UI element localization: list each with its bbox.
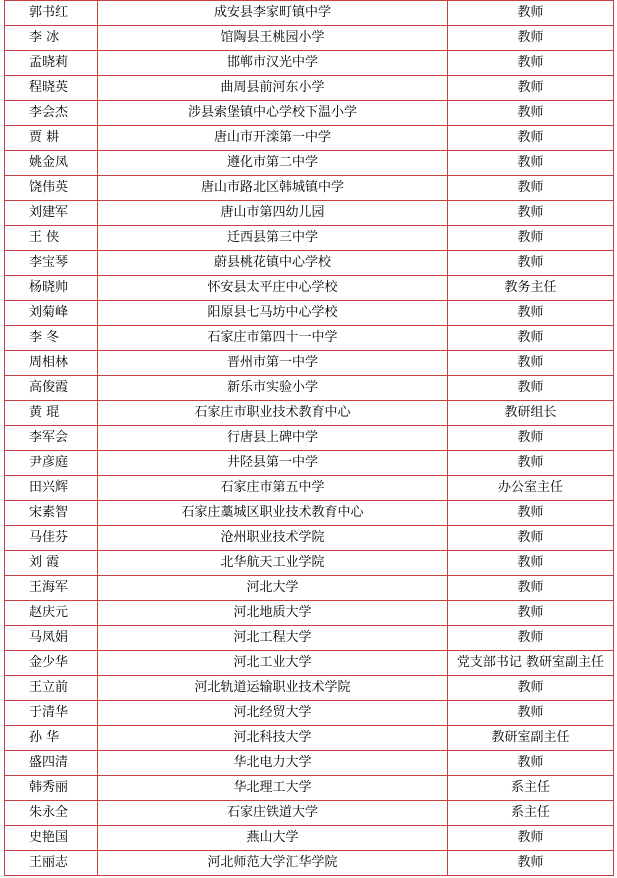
position-cell: 教师	[448, 201, 614, 226]
organization-cell: 馆陶县王桃园小学	[98, 26, 448, 51]
name-cell: 金少华	[5, 651, 98, 676]
organization-cell: 河北科技大学	[98, 726, 448, 751]
table-row	[5, 576, 614, 601]
table-row	[5, 51, 614, 76]
organization-cell: 唐山市第四幼儿园	[98, 201, 448, 226]
organization-cell: 河北师范大学汇华学院	[98, 851, 448, 876]
table-row	[5, 151, 614, 176]
table-row	[5, 426, 614, 451]
table-row	[5, 226, 614, 251]
organization-cell: 石家庄市第五中学	[98, 476, 448, 501]
organization-cell: 唐山市开滦第一中学	[98, 126, 448, 151]
position-cell: 教师	[448, 701, 614, 726]
table-row	[5, 776, 614, 801]
name-cell: 杨晓帅	[5, 276, 98, 301]
position-cell: 教师	[448, 551, 614, 576]
name-cell: 郭书红	[5, 1, 98, 26]
table-row	[5, 76, 614, 101]
name-cell: 史艳国	[5, 826, 98, 851]
position-cell: 教师	[448, 26, 614, 51]
organization-cell: 怀安县太平庄中心学校	[98, 276, 448, 301]
table-row	[5, 26, 614, 51]
name-cell: 马凤娟	[5, 626, 98, 651]
table-row	[5, 1, 614, 26]
teacher-table	[4, 0, 614, 876]
name-cell: 盛四清	[5, 751, 98, 776]
position-cell: 教师	[448, 376, 614, 401]
position-cell: 教师	[448, 751, 614, 776]
name-cell: 刘 霞	[5, 551, 98, 576]
position-cell: 教师	[448, 251, 614, 276]
organization-cell: 石家庄藁城区职业技术教育中心	[98, 501, 448, 526]
organization-cell: 蔚县桃花镇中心学校	[98, 251, 448, 276]
position-cell: 系主任	[448, 801, 614, 826]
name-cell: 程晓英	[5, 76, 98, 101]
name-cell: 刘建军	[5, 201, 98, 226]
table-row	[5, 851, 614, 876]
position-cell: 教师	[448, 176, 614, 201]
table-row	[5, 751, 614, 776]
position-cell: 教师	[448, 51, 614, 76]
organization-cell: 燕山大学	[98, 826, 448, 851]
organization-cell: 遵化市第二中学	[98, 151, 448, 176]
table-row	[5, 726, 614, 751]
table-row	[5, 201, 614, 226]
organization-cell: 唐山市路北区韩城镇中学	[98, 176, 448, 201]
organization-cell: 涉县索堡镇中心学校下温小学	[98, 101, 448, 126]
organization-cell: 阳原县七马坊中心学校	[98, 301, 448, 326]
name-cell: 马佳芬	[5, 526, 98, 551]
organization-cell: 河北工业大学	[98, 651, 448, 676]
position-cell: 教师	[448, 326, 614, 351]
organization-cell: 北华航天工业学院	[98, 551, 448, 576]
table-row	[5, 551, 614, 576]
table-row	[5, 351, 614, 376]
table-row	[5, 251, 614, 276]
name-cell: 贾 耕	[5, 126, 98, 151]
position-cell: 办公室主任	[448, 476, 614, 501]
name-cell: 李 冬	[5, 326, 98, 351]
position-cell: 教师	[448, 626, 614, 651]
table-row	[5, 301, 614, 326]
position-cell: 党支部书记 教研室副主任	[448, 651, 614, 676]
position-cell: 教师	[448, 126, 614, 151]
organization-cell: 新乐市实验小学	[98, 376, 448, 401]
table-row	[5, 651, 614, 676]
name-cell: 赵庆元	[5, 601, 98, 626]
organization-cell: 晋州市第一中学	[98, 351, 448, 376]
table-row	[5, 676, 614, 701]
name-cell: 王丽志	[5, 851, 98, 876]
name-cell: 李 冰	[5, 26, 98, 51]
organization-cell: 河北地质大学	[98, 601, 448, 626]
position-cell: 教师	[448, 451, 614, 476]
table-row	[5, 626, 614, 651]
organization-cell: 河北轨道运输职业技术学院	[98, 676, 448, 701]
organization-cell: 迁西县第三中学	[98, 226, 448, 251]
position-cell: 教师	[448, 676, 614, 701]
position-cell: 教师	[448, 1, 614, 26]
name-cell: 朱永全	[5, 801, 98, 826]
name-cell: 孟晓莉	[5, 51, 98, 76]
organization-cell: 河北工程大学	[98, 626, 448, 651]
name-cell: 于清华	[5, 701, 98, 726]
name-cell: 尹彦庭	[5, 451, 98, 476]
position-cell: 教研室副主任	[448, 726, 614, 751]
organization-cell: 华北电力大学	[98, 751, 448, 776]
name-cell: 王立前	[5, 676, 98, 701]
organization-cell: 石家庄市职业技术教育中心	[98, 401, 448, 426]
table-row	[5, 376, 614, 401]
position-cell: 教师	[448, 426, 614, 451]
name-cell: 饶伟英	[5, 176, 98, 201]
table-row	[5, 126, 614, 151]
organization-cell: 河北经贸大学	[98, 701, 448, 726]
list-container	[4, 0, 613, 876]
name-cell: 王 侠	[5, 226, 98, 251]
position-cell: 教师	[448, 601, 614, 626]
table-row	[5, 176, 614, 201]
table-row	[5, 501, 614, 526]
table-row	[5, 701, 614, 726]
name-cell: 韩秀丽	[5, 776, 98, 801]
name-cell: 孙 华	[5, 726, 98, 751]
table-row	[5, 101, 614, 126]
position-cell: 教师	[448, 101, 614, 126]
table-row	[5, 326, 614, 351]
position-cell: 教师	[448, 226, 614, 251]
organization-cell: 华北理工大学	[98, 776, 448, 801]
position-cell: 教师	[448, 851, 614, 876]
organization-cell: 河北大学	[98, 576, 448, 601]
table-row	[5, 826, 614, 851]
table-row	[5, 401, 614, 426]
organization-cell: 邯郸市汉光中学	[98, 51, 448, 76]
name-cell: 王海军	[5, 576, 98, 601]
position-cell: 教师	[448, 576, 614, 601]
position-cell: 教师	[448, 526, 614, 551]
table-row	[5, 276, 614, 301]
name-cell: 李宝琴	[5, 251, 98, 276]
table-row	[5, 601, 614, 626]
name-cell: 李会杰	[5, 101, 98, 126]
name-cell: 田兴辉	[5, 476, 98, 501]
name-cell: 周相林	[5, 351, 98, 376]
position-cell: 教师	[448, 826, 614, 851]
position-cell: 系主任	[448, 776, 614, 801]
table-body	[5, 1, 614, 876]
name-cell: 黄 琨	[5, 401, 98, 426]
table-row	[5, 526, 614, 551]
name-cell: 刘菊峰	[5, 301, 98, 326]
name-cell: 姚金凤	[5, 151, 98, 176]
name-cell: 李军会	[5, 426, 98, 451]
table-row	[5, 451, 614, 476]
position-cell: 教师	[448, 76, 614, 101]
position-cell: 教师	[448, 351, 614, 376]
table-row	[5, 476, 614, 501]
position-cell: 教师	[448, 151, 614, 176]
position-cell: 教研组长	[448, 401, 614, 426]
organization-cell: 沧州职业技术学院	[98, 526, 448, 551]
organization-cell: 行唐县上碑中学	[98, 426, 448, 451]
organization-cell: 石家庄市第四十一中学	[98, 326, 448, 351]
organization-cell: 曲周县前河东小学	[98, 76, 448, 101]
organization-cell: 石家庄铁道大学	[98, 801, 448, 826]
position-cell: 教师	[448, 301, 614, 326]
organization-cell: 成安县李家町镇中学	[98, 1, 448, 26]
organization-cell: 井陉县第一中学	[98, 451, 448, 476]
position-cell: 教务主任	[448, 276, 614, 301]
name-cell: 宋素智	[5, 501, 98, 526]
table-row	[5, 801, 614, 826]
position-cell: 教师	[448, 501, 614, 526]
name-cell: 高俊霞	[5, 376, 98, 401]
